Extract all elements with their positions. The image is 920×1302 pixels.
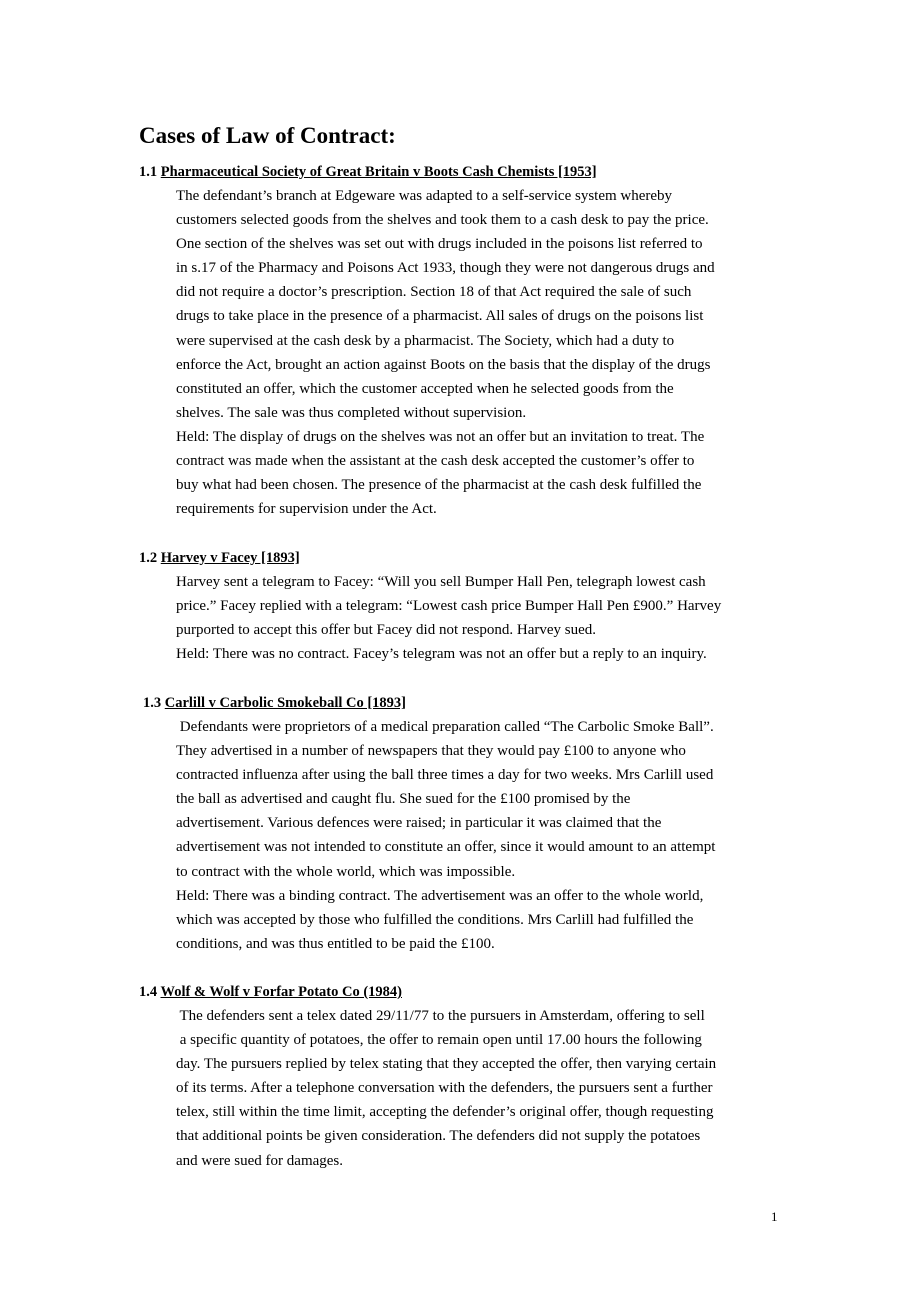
text-line: the ball as advertised and caught flu. She sued for the £100 promised by the [176, 791, 631, 808]
text-line: price.” Facey replied with a telegram: “Lowest cash price Bumper Hall Pen £900.” Harvey [176, 598, 722, 615]
case-body-1-3 [176, 715, 715, 956]
text-line: customers selected goods from the shelves and took them to a cash desk to pay the price. [176, 212, 709, 229]
text-line: day. The pursuers replied by telex stating that they accepted the offer, then varying certain [176, 1056, 717, 1073]
text-line: One section of the shelves was set out with drugs included in the poisons list referred to [176, 236, 703, 253]
text-line: were supervised at the cash desk by a pharmacist. The Society, which had a duty to [176, 332, 675, 349]
page-title: Cases of Law of Contract: [139, 123, 396, 148]
case-heading-1-4 [139, 982, 402, 1002]
text-line: drugs to take place in the presence of a pharmacist. All sales of drugs on the poisons list [176, 308, 704, 325]
text-line: that additional points be given consideration. The defenders did not supply the potatoes [176, 1128, 701, 1145]
case-number: 1.2 [139, 550, 158, 566]
text-line: shelves. The sale was thus completed without supervision. [176, 404, 527, 421]
text-line: Held: There was no contract. Facey’s telegram was not an offer but a reply to an inquiry. [176, 646, 707, 663]
text-line: requirements for supervision under the Act. [176, 501, 437, 518]
text-line: purported to accept this offer but Facey did not respond. Harvey sued. [176, 622, 597, 639]
text-line: to contract with the whole world, which was impossible. [176, 863, 516, 880]
text-line: did not require a doctor’s prescription. Section 18 of that Act required the sale of such [176, 284, 692, 301]
case-title: Pharmaceutical Society of Great Britain v Boots Cash Chemists [1953] [160, 164, 597, 180]
text-line: telex, still within the time limit, accepting the defender’s original offer, though requesting [176, 1104, 714, 1121]
text-line: contract was made when the assistant at the cash desk accepted the customer’s offer to [176, 453, 695, 470]
text-line: conditions, and was thus entitled to be paid the £100. [176, 935, 495, 952]
case-title: Harvey v Facey [1893] [160, 550, 300, 566]
text-line: The defenders sent a telex dated 29/11/77 to the pursuers in Amsterdam, offering to sell [176, 1008, 705, 1024]
text-line: a specific quantity of potatoes, the offer to remain open until 17.00 hours the following [176, 1032, 702, 1049]
case-number: 1.1 [139, 164, 158, 180]
text-line: advertisement. Various defences were raised; in particular it was claimed that the [176, 815, 662, 832]
text-line: Defendants were proprietors of a medical preparation called “The Carbolic Smoke Ball”. [176, 719, 714, 735]
text-line: contracted influenza after using the ball three times a day for two weeks. Mrs Carlill used [176, 767, 714, 784]
text-line: Held: There was a binding contract. The advertisement was an offer to the whole world, [176, 887, 704, 904]
case-heading-1-1 [139, 162, 597, 182]
case-heading-1-3 [143, 693, 406, 713]
case-number: 1.3 [143, 695, 162, 711]
text-line: They advertised in a number of newspapers that they would pay £100 to anyone who [176, 743, 686, 760]
case-body-1-4 [176, 1004, 716, 1173]
case-body-1-1 [176, 184, 715, 521]
page-number: 1 [771, 1209, 778, 1224]
text-line: and were sued for damages. [176, 1152, 344, 1169]
text-line: The defendant’s branch at Edgeware was adapted to a self-service system whereby [176, 188, 673, 204]
case-body-1-2 [176, 570, 721, 666]
text-line: Held: The display of drugs on the shelves was not an offer but an invitation to treat. The [176, 428, 705, 445]
text-line: buy what had been chosen. The presence of the pharmacist at the cash desk fulfilled the [176, 477, 702, 494]
text-line: constituted an offer, which the customer accepted when he selected goods from the [176, 380, 674, 397]
case-title: Wolf & Wolf v Forfar Potato Co (1984) [160, 984, 402, 1000]
case-heading-1-2 [139, 548, 300, 568]
text-line: advertisement was not intended to constitute an offer, since it would amount to an attempt [176, 839, 716, 856]
text-line: in s.17 of the Pharmacy and Poisons Act 1933, though they were not dangerous drugs and [176, 260, 715, 277]
text-line: which was accepted by those who fulfilled the conditions. Mrs Carlill had fulfilled the [176, 911, 694, 928]
text-line: of its terms. After a telephone conversation with the defenders, the pursuers sent a further [176, 1080, 713, 1097]
case-title: Carlill v Carbolic Smokeball Co [1893] [164, 695, 407, 711]
case-number: 1.4 [139, 984, 158, 1000]
text-line: enforce the Act, brought an action against Boots on the basis that the display of the drugs [176, 356, 711, 373]
text-line: Harvey sent a telegram to Facey: “Will you sell Bumper Hall Pen, telegraph lowest cash [176, 574, 706, 590]
